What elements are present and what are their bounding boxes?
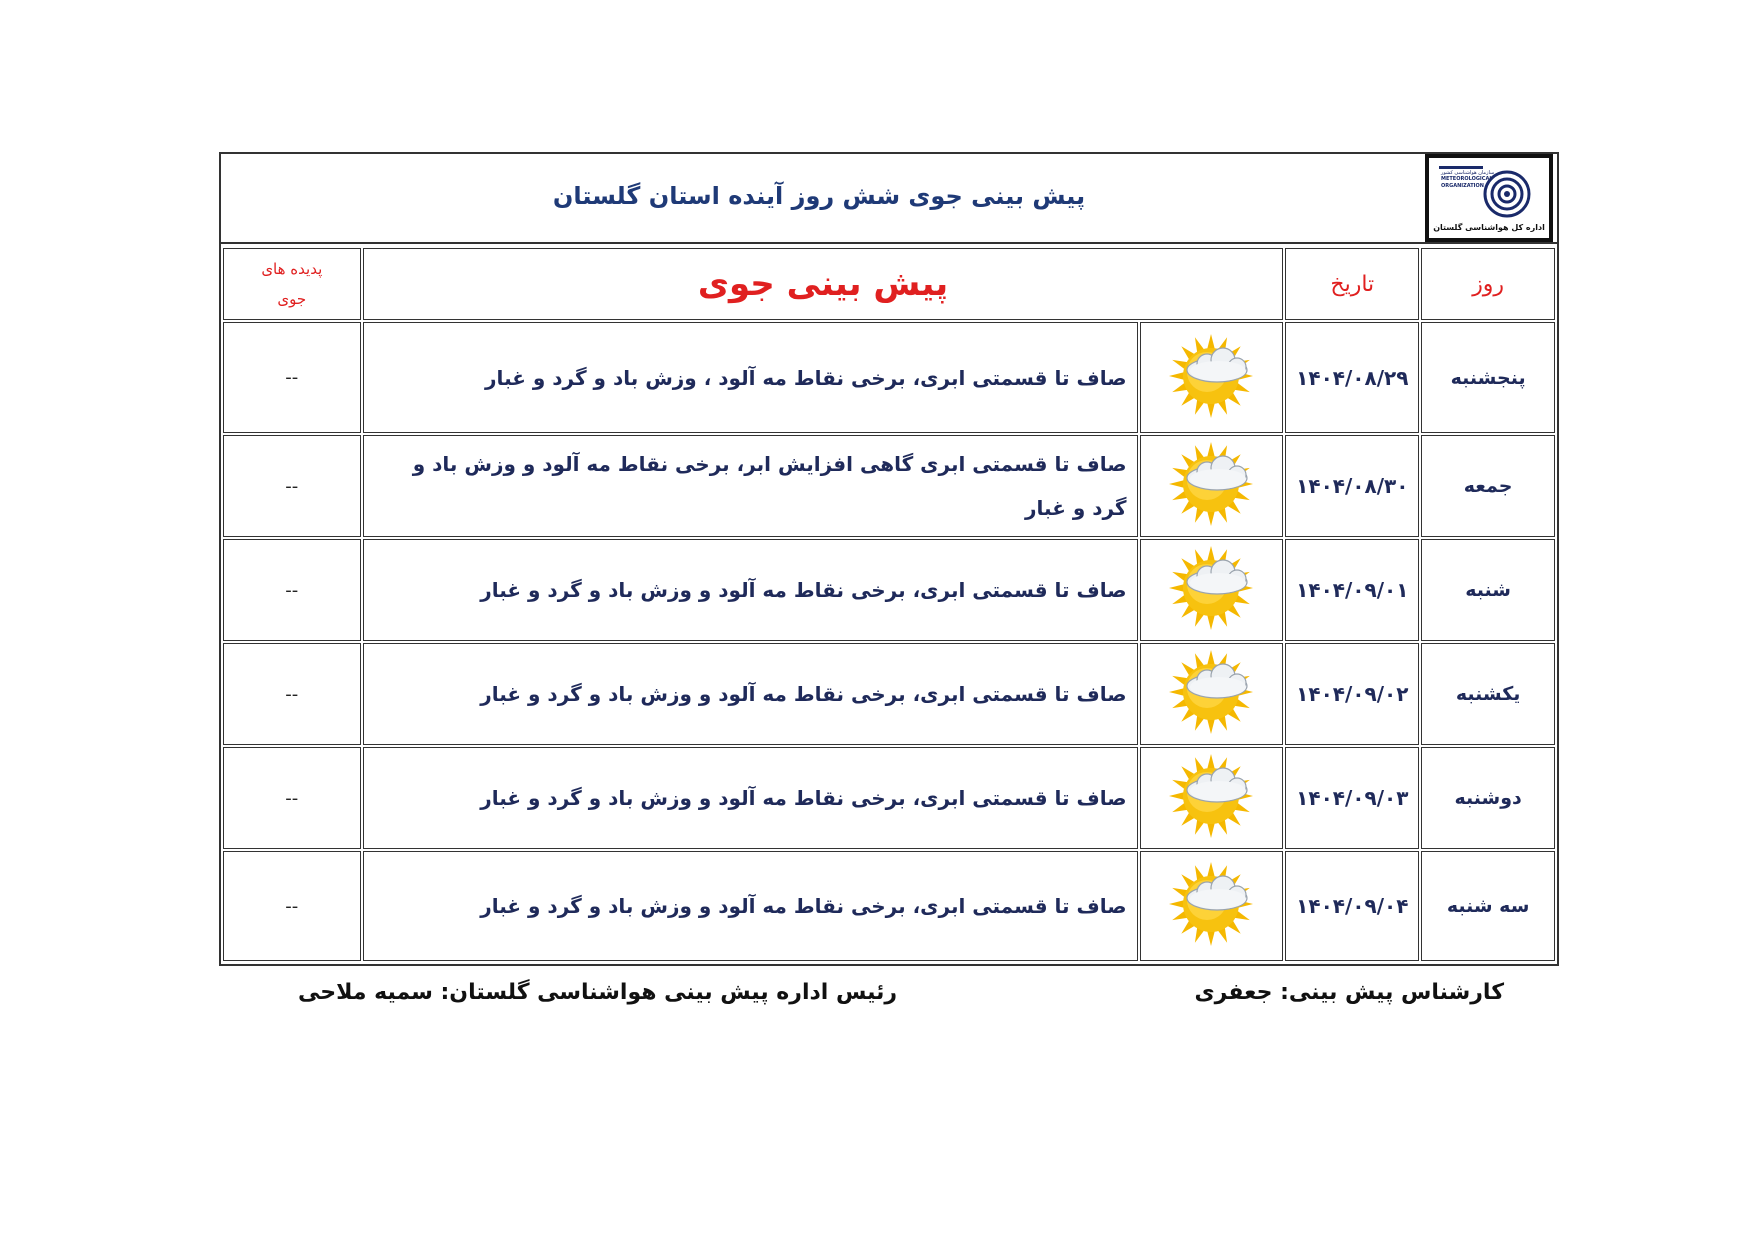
svg-text:METEOROLOGICAL: METEOROLOGICAL [1441, 176, 1493, 182]
forecast-row [223, 643, 1555, 745]
row-weather-icon-cell [1140, 435, 1284, 537]
row-weather-icon-cell [1140, 643, 1284, 745]
row-forecast-text: صاف تا قسمتی ابری، برخی نقاط مه آلود و وزش باد و گرد و غبار [363, 851, 1138, 961]
row-hazard: -- [223, 851, 361, 961]
row-forecast-text: صاف تا قسمتی ابری، برخی نقاط مه آلود ، وزش باد و گرد و غبار [363, 322, 1138, 433]
title-bar [221, 154, 1557, 244]
partly-cloudy-sun-icon [1163, 615, 1259, 634]
row-weather-icon-cell [1140, 747, 1284, 849]
forecast-row [223, 851, 1555, 961]
row-date: ۱۴۰۴/۰۸/۳۰ [1285, 435, 1419, 537]
partly-cloudy-sun-icon [1163, 719, 1259, 738]
forecast-row [223, 435, 1555, 537]
organization-logo [1425, 154, 1553, 242]
row-weather-icon-cell [1140, 851, 1284, 961]
forecast-table [221, 246, 1557, 963]
forecast-sheet [219, 152, 1559, 966]
header-hazard-line2: جوی [277, 290, 307, 308]
row-forecast-text: صاف تا قسمتی ابری، برخی نقاط مه آلود و وزش باد و گرد و غبار [363, 539, 1138, 641]
row-day: جمعه [1421, 435, 1555, 537]
table-header-row [223, 248, 1555, 320]
forecast-row [223, 322, 1555, 433]
row-weather-icon-cell [1140, 539, 1284, 641]
department-head-signature: رئیس اداره پیش بینی هواشناسی گلستان: سمیه ملاحی [298, 980, 897, 1005]
row-day: سه شنبه [1421, 851, 1555, 961]
row-day: پنجشنبه [1421, 322, 1555, 433]
row-forecast-text: صاف تا قسمتی ابری، برخی نقاط مه آلود و وزش باد و گرد و غبار [363, 643, 1138, 745]
forecaster-signature: کارشناس پیش بینی: جعفری [1194, 980, 1504, 1005]
row-date: ۱۴۰۴/۰۸/۲۹ [1285, 322, 1419, 433]
row-day: شنبه [1421, 539, 1555, 641]
header-day: روز [1421, 248, 1555, 320]
forecast-row [223, 747, 1555, 849]
row-day: یکشنبه [1421, 643, 1555, 745]
row-hazard: -- [223, 643, 361, 745]
header-forecast: پیش بینی جوی [363, 248, 1284, 320]
row-date: ۱۴۰۴/۰۹/۰۴ [1285, 851, 1419, 961]
partly-cloudy-sun-icon [1163, 403, 1259, 422]
forecast-row [223, 539, 1555, 641]
row-weather-icon-cell [1140, 322, 1284, 433]
row-day: دوشنبه [1421, 747, 1555, 849]
row-date: ۱۴۰۴/۰۹/۰۲ [1285, 643, 1419, 745]
header-hazard-line1: پدیده های [261, 260, 323, 278]
header-hazard [223, 248, 361, 320]
row-forecast-text: صاف تا قسمتی ابری گاهی افزایش ابر، برخی نقاط مه آلود و وزش باد و گرد و غبار [363, 435, 1138, 537]
row-date: ۱۴۰۴/۰۹/۰۳ [1285, 747, 1419, 849]
row-forecast-text: صاف تا قسمتی ابری، برخی نقاط مه آلود و وزش باد و گرد و غبار [363, 747, 1138, 849]
partly-cloudy-sun-icon [1163, 823, 1259, 842]
partly-cloudy-sun-icon [1163, 511, 1259, 530]
row-date: ۱۴۰۴/۰۹/۰۱ [1285, 539, 1419, 641]
row-hazard: -- [223, 435, 361, 537]
header-date: تاریخ [1285, 248, 1419, 320]
logo-caption: اداره کل هواشناسی گلستان [1433, 223, 1545, 232]
row-hazard: -- [223, 539, 361, 641]
page-title: پیش بینی جوی شش روز آینده استان گلستان [552, 182, 1086, 210]
svg-text:سازمان هواشناسی کشور: سازمان هواشناسی کشور [1441, 170, 1495, 176]
svg-text:ORGANIZATION: ORGANIZATION [1441, 183, 1484, 189]
row-hazard: -- [223, 322, 361, 433]
row-hazard: -- [223, 747, 361, 849]
partly-cloudy-sun-icon [1163, 931, 1259, 950]
